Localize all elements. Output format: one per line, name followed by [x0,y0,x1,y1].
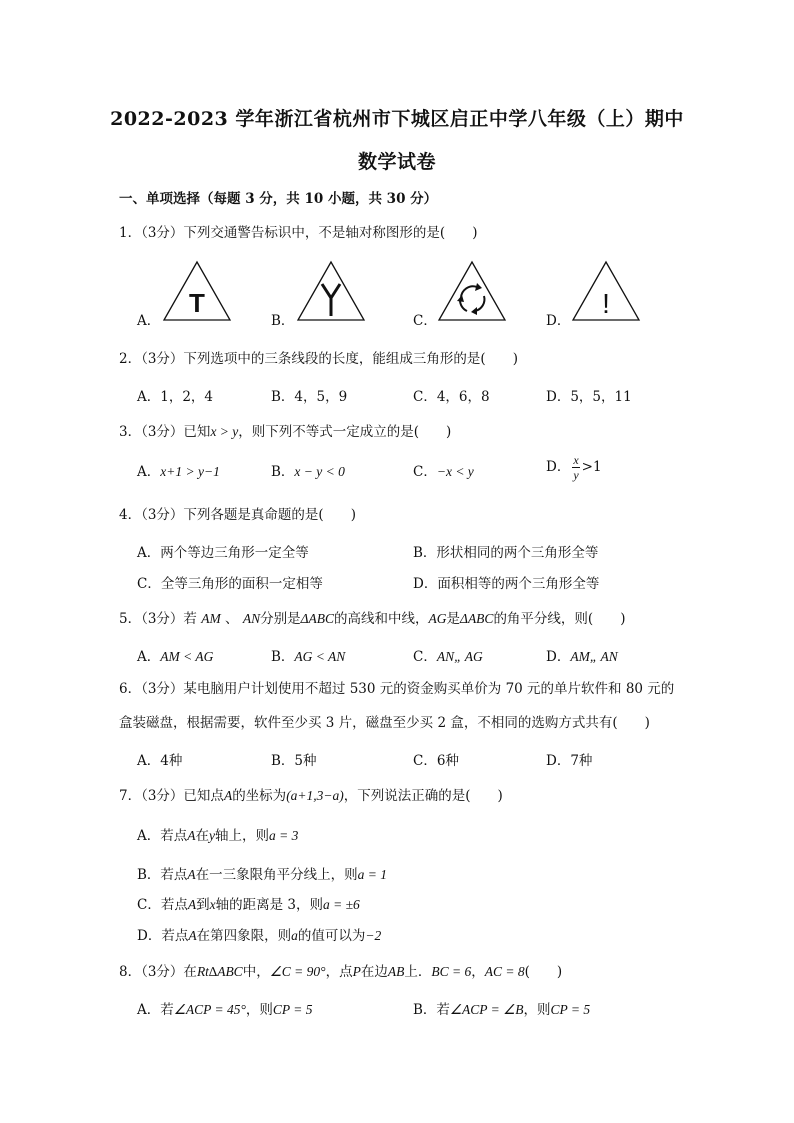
q6-option-c: C．6种 [413,753,459,769]
q8-b-res: CP = 5 [550,1002,591,1017]
q7-a-mid: 在 [195,828,209,844]
question-5-stem [119,607,625,627]
q5-sep1: 、 [225,611,239,627]
q8-option-b [413,998,590,1018]
q6-option-b: B．5种 [271,753,317,769]
q5-opt-d-math: AM„ AN [570,649,618,664]
q5-am: AM [201,611,221,626]
q7-a-pre: A．若点 [137,828,188,844]
q3-option-a [137,460,220,480]
q7-b-pre: B．若点 [137,867,188,883]
q8-stem-post: ( ) [524,964,563,980]
q2-option-d: D．5，5，11 [546,389,632,405]
q7-coord: (a+1,3−a) [286,788,344,803]
question-4-stem: 4．（3分）下列各题是真命题的是( ) [119,507,356,523]
q8-stem-pre: 8．（3分）在 [119,964,197,980]
q1-option-a-label: A． [137,313,161,329]
triangle-y-junction-sign-icon [296,260,366,322]
q7-b-pt: A [187,867,196,882]
q3-opt-d-numerator: x [573,453,579,467]
q5-stem-a: 5．（3分）若 [119,611,197,627]
q5-label-d: D． [546,649,571,665]
paper-title-line2: 数学试卷 [357,151,436,173]
q5-option-c [413,645,483,665]
q8-option-a [137,998,313,1018]
q3-label-a: A． [137,464,161,480]
sign-a-text: T [189,288,205,318]
q7-c-pre: C．若点 [137,897,188,913]
q7-c-mid2: 轴的距离是 3，则 [215,897,323,913]
q3-option-c [413,460,474,480]
q8-a-mid: ，则 [245,1002,273,1018]
q8-ab: AB [387,964,405,979]
q8-b-mid: ，则 [523,1002,551,1018]
q3-stem-math: x > y [210,424,239,439]
paper-title-line1: 2022-2023 学年浙江省杭州市下城区启正中学八年级（上）期中 [110,108,684,130]
q8-a-res: CP = 5 [272,1002,313,1017]
q7-d-ax: a [291,928,298,943]
q7-c-pt: A [187,897,197,912]
sign-d-text: ! [602,288,610,319]
q8-stem-mid1: 中， [242,964,270,980]
q8-b-pre: B．若 [413,1002,450,1018]
q3-opt-a-math: x+1 > y−1 [160,464,220,479]
q5-mid2: 的高线和中线， [334,611,429,627]
question-2-stem: 2．（3分）下列选项中的三条线段的长度，能组成三角形的是( ) [119,351,518,367]
q7-a-ax: y [209,828,215,843]
q7-d-mid2: 的值可以为 [297,928,366,944]
q3-option-d [546,454,602,481]
q8-stem-mid3: 在边 [360,964,388,980]
q5-mid4: 的角平分线，则( ) [493,611,626,627]
q5-opt-a-math: AM < AG [160,649,214,664]
question-6-stem-line2: 盒装磁盘，根据需要，软件至少买 3 片，磁盘至少买 2 盒，不相同的选购方式共有( ) [119,715,650,731]
q1-option-c-label: C． [413,313,437,329]
question-7-stem [119,784,503,804]
q5-tri1: ΔABC [300,611,335,626]
q5-option-a [137,645,213,665]
q8-b-cond: ∠ACP = ∠B [449,1002,524,1017]
q4-option-c: C．全等三角形的面积一定相等 [137,576,323,592]
q8-a-pre: A．若 [137,1002,174,1018]
question-6-stem-line1: 6．（3分）某电脑用户计划使用不超过 530 元的资金购买单价为 70 元的单片软件和 80 元的 [119,681,675,697]
q6-option-d: D．7种 [546,753,593,769]
q7-a-mid2: 轴上，则 [215,828,269,844]
q3-opt-d-fraction [572,454,579,481]
q8-angle: ∠C = 90° [269,964,326,979]
q7-point: A [223,788,233,803]
q8-stem-mid4: 上． [404,964,432,980]
q6-option-a: A．4种 [137,753,183,769]
q5-label-b: B． [271,649,295,665]
q3-opt-c-math: −x < y [436,464,474,479]
q8-sep: ， [471,964,485,980]
question-1-stem: 1．（3分）下列交通警告标识中，不是轴对称图形的是( ) [119,225,478,241]
q7-a-res: a = 3 [269,828,299,843]
q4-option-b: B．形状相同的两个三角形全等 [413,545,599,561]
q5-label-c: C． [413,649,437,665]
q7-option-a [137,824,298,844]
q7-stem-mid: 的坐标为 [232,788,287,804]
q3-label-d: D． [546,459,571,475]
q5-mid3: 是 [446,611,461,627]
q7-a-pt: A [187,828,196,843]
q5-opt-c-math: AN„ AG [436,649,483,664]
q3-opt-d-denominator: y [573,468,579,482]
q7-option-c [137,893,360,913]
q8-p: P [352,964,361,979]
q3-stem-post: ，则下列不等式一定成立的是( ) [238,424,452,440]
q4-option-d: D．面积相等的两个三角形全等 [413,576,600,592]
q3-opt-d-rest: >1 [581,459,602,475]
q7-option-b [137,863,387,883]
q3-opt-b-math: x − y < 0 [294,464,345,479]
question-8-stem [119,960,562,980]
q2-option-b: B．4，5，9 [271,389,348,405]
q5-an: AN [242,611,261,626]
q8-ac: AC = 8 [484,964,525,979]
triangle-t-sign-icon [162,260,232,322]
q5-mid1: 分别是 [260,611,301,627]
q8-stem-mid2: ，点 [325,964,353,980]
q5-option-d [546,645,618,665]
q1-option-d-label: D． [546,313,571,329]
q5-opt-b-math: AG < AN [294,649,346,664]
q8-rt: Rt∆ABC [196,964,243,979]
q4-option-a: A．两个等边三角形一定全等 [137,545,309,561]
q7-d-pre: D．若点 [137,928,189,944]
q7-d-mid: 在第四象限，则 [196,928,292,944]
q3-label-b: B． [271,464,295,480]
q7-stem-pre: 7．（3分）已知点 [119,788,224,804]
q7-d-pt: A [188,928,197,943]
q1-option-b-label: B． [271,313,295,329]
q5-ag: AG [428,611,447,626]
q7-c-ax: x [209,897,216,912]
q5-label-a: A． [137,649,161,665]
q7-c-res: a = ±6 [322,897,360,912]
q2-option-c: C．4，6，8 [413,389,490,405]
q7-stem-post: ，下列说法正确的是( ) [343,788,503,804]
q7-b-mid: 在一三象限角平分线上，则 [195,867,358,883]
q8-a-cond: ∠ACP = 45° [173,1002,246,1017]
q8-bc: BC = 6 [431,964,472,979]
section-heading: 一、单项选择（每题 3 分，共 10 小题，共 30 分） [119,191,438,207]
q7-d-res: −2 [365,928,382,943]
q7-option-d [137,924,381,944]
q3-stem-pre: 3．（3分）已知 [119,424,211,440]
triangle-roundabout-sign-icon [437,260,507,322]
q3-label-c: C． [413,464,437,480]
q2-option-a: A．1，2，4 [137,389,214,405]
q3-option-b [271,460,345,480]
q7-c-mid: 到 [196,897,210,913]
q5-option-b [271,645,345,665]
q7-b-res: a = 1 [357,867,388,882]
triangle-exclamation-sign-icon [571,260,641,322]
question-3-stem [119,420,451,440]
q5-tri2: ΔABC [460,611,494,626]
